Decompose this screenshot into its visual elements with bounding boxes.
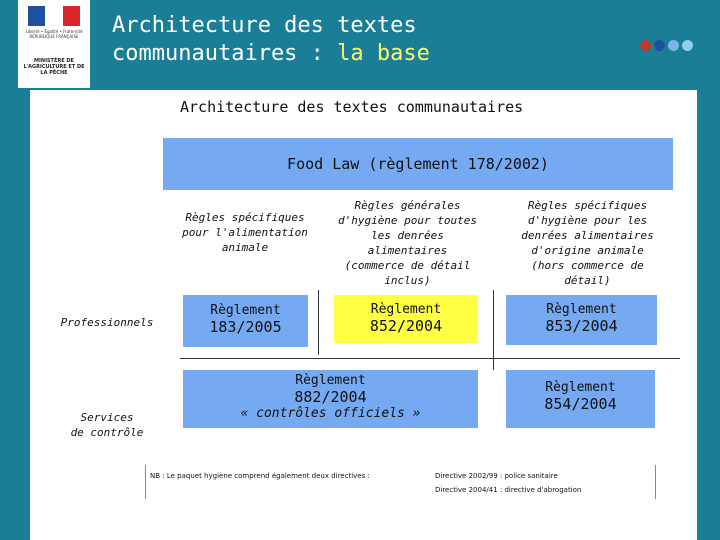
logo-ministry: MINISTÈRE DE L'AGRICULTURE ET DE LA PÊCHE bbox=[23, 58, 85, 76]
reg-882-number: 882/2004 bbox=[294, 388, 367, 406]
diagram-title: Architecture des textes communautaires bbox=[180, 98, 524, 116]
reg-853-number: 853/2004 bbox=[545, 317, 618, 335]
reg-183-number: 183/2005 bbox=[209, 318, 282, 336]
note-border bbox=[655, 465, 656, 499]
dot-icon bbox=[640, 40, 651, 51]
note-border bbox=[145, 465, 146, 499]
reg-852-box: Règlement 852/2004 bbox=[334, 295, 478, 343]
title-line-1: Architecture des textes bbox=[112, 13, 417, 38]
title-line-2: communautaires : bbox=[112, 41, 338, 66]
dot-icon bbox=[654, 40, 665, 51]
note-line-2: Directive 2004/41 : directive d'abrogation bbox=[435, 486, 582, 494]
french-flag-icon bbox=[28, 6, 80, 26]
col2-header: Règles générales d'hygiène pour toutes les denrées alimentaires (commerce de détail inclus) bbox=[337, 199, 478, 287]
logo-motto: Liberté • Égalité • Fraternité bbox=[25, 29, 83, 34]
logo-republic: RÉPUBLIQUE FRANÇAISE bbox=[29, 34, 79, 39]
col1-header: Règles spécifiques pour l'alimentation animale bbox=[182, 211, 308, 254]
food-law-box: Food Law (règlement 178/2002) bbox=[163, 138, 673, 190]
title-accent: la base bbox=[337, 41, 430, 66]
note-line-1: Directive 2002/99 : police sanitaire bbox=[435, 472, 558, 480]
divider-line bbox=[318, 290, 319, 355]
dot-icon bbox=[682, 40, 693, 51]
reg-853-box: Règlement 853/2004 bbox=[506, 295, 657, 345]
slide-content bbox=[30, 90, 697, 540]
reg-183-box: Règlement 183/2005 bbox=[183, 295, 308, 347]
ministry-logo bbox=[18, 0, 90, 88]
reg-852-number: 852/2004 bbox=[369, 317, 443, 335]
row-label-professionnels: Professionnels bbox=[60, 316, 154, 329]
note-prefix: NB : Le paquet hygiène comprend également deux directives : bbox=[150, 472, 370, 480]
dot-icon bbox=[668, 40, 679, 51]
divider-line bbox=[180, 358, 680, 359]
page-title bbox=[112, 12, 532, 68]
reg-882-note: « contrôles officiels » bbox=[240, 406, 421, 421]
reg-882-box: Règlement 882/2004 « contrôles officiels » bbox=[183, 370, 478, 428]
reg-854-box: Règlement 854/2004 bbox=[506, 370, 655, 428]
row-label-services: Services de contrôle bbox=[70, 411, 144, 439]
col3-header: Règles spécifiques d'hygiène pour les denrées alimentaires d'origine animale (hors commerce de détail) bbox=[521, 199, 654, 287]
reg-854-number: 854/2004 bbox=[544, 395, 617, 413]
